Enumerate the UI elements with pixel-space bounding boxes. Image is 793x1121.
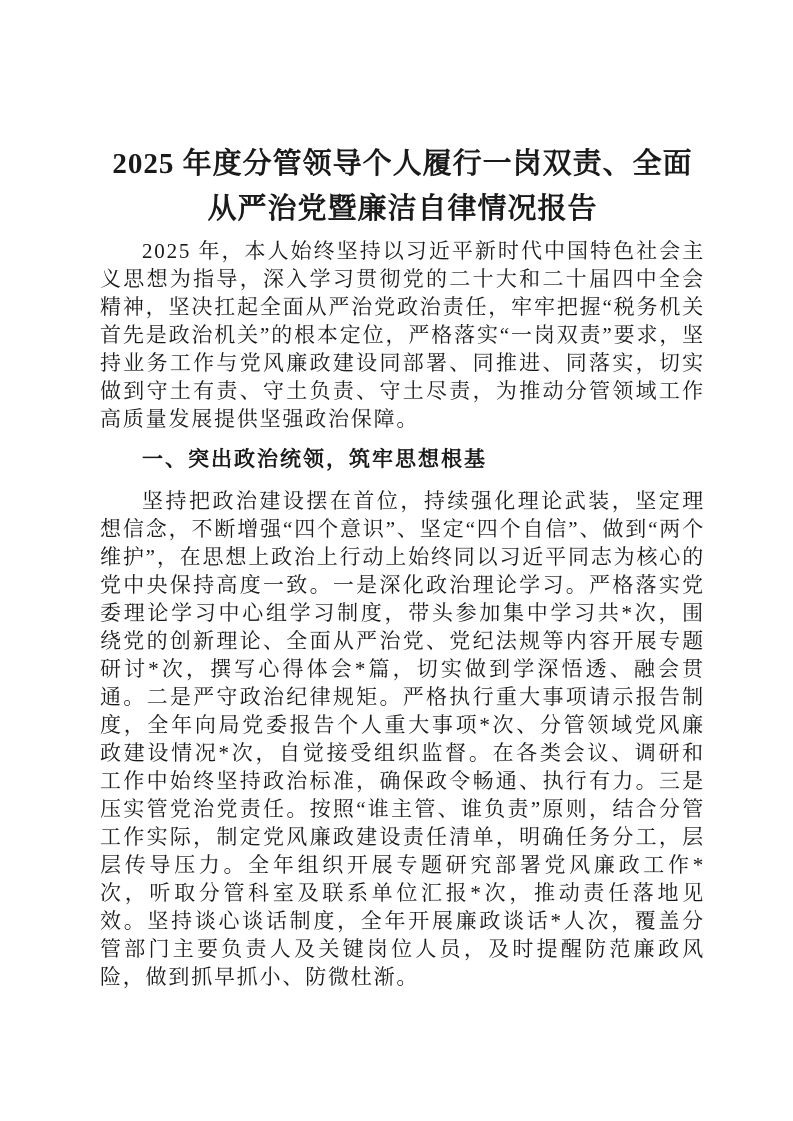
section-1-heading: 一、突出政治统领，筑牢思想根基 (142, 447, 487, 471)
intro-paragraph: 2025 年，本人始终坚持以习近平新时代中国特色社会主义思想为指导，深入学习贯彻党的二十大和二十届四中全会精神，坚决扛起全面从严治党政治责任，牢牢把握“税务机关首先是政治机关”的根本定位，严格落实“一岗双责”要求，坚持业务工作与党风廉政建设同部署、同推进、同落实，切实做到守土有责、守土负责、守土尽责，为推动分管领域工作高质量发展提供坚强政治保障。 (100, 239, 705, 431)
document-title-line-2: 从严治党暨廉洁自律情况报告 (207, 193, 598, 225)
document-title (100, 142, 705, 232)
document-title-line-1: 2025 年度分管领导个人履行一岗双责、全面 (112, 148, 693, 180)
section-1-body-paragraph: 坚持把政治建设摆在首位，持续强化理论武装，坚定理想信念，不断增强“四个意识”、坚定“四个自信”、做到“两个维护”，在思想上政治上行动上始终同以习近平同志为核心的党中央保持高度一致。一是深化政治理论学习。严格落实党委理论学习中心组学习制度，带头参加集中学习共*次，围绕党的创新理论、全面从严治党、党纪法规等内容开展专题研讨*次，撰写心得体会*篇，切实做到学深悟透、融会贯通。二是严守政治纪律规矩。严格执行重大事项请示报告制度，全年向局党委报告个人重大事项*次、分管领域党风廉政建设情况*次，自觉接受组织监督。在各类会议、调研和工作中始终坚持政治标准，确保政令畅通、执行有力。三是压实管党治党责任。按照“谁主管、谁负责”原则，结合分管工作实际，制定党风廉政建设责任清单，明确任务分工，层层传导压力。全年组织开展专题研究部署党风廉政工作*次，听取分管科室及联系单位汇报*次，推动责任落地见效。坚持谈心谈话制度，全年开展廉政谈话*人次，覆盖分管部门主要负责人及关键岗位人员，及时提醒防范廉政风险，做到抓早抓小、防微杜渐。 (100, 489, 705, 989)
